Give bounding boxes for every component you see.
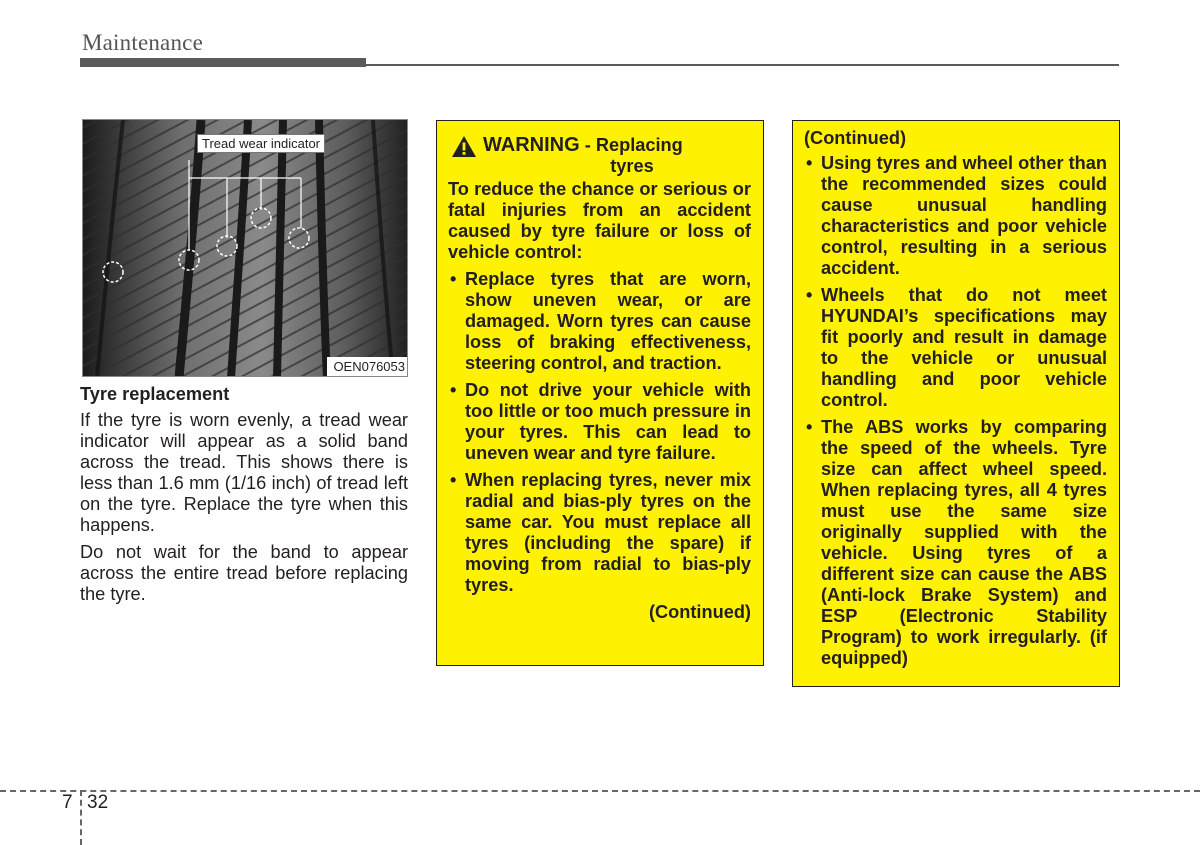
warning-bullet-list [448,269,751,596]
warning-bullet: • When replacing tyres, never mix radial and bias-ply tyres on the same car. You must replace all tyres (including the spare) if moving from radial to bias-ply tyres. [448,470,751,596]
body-paragraph: If the tyre is worn evenly, a tread wear indicator will appear as a solid band across the tread. This shows there is less than 1.6 mm (1/16 inch) of tread left on the tyre. Replace the tyre when this happens. [80,410,408,535]
warning-bullet: • The ABS works by comparing the speed of the wheels. Tyre size can affect wheel speed. When replacing tyres, all 4 tyres must use the same size originally supplied with the vehicle. Using tyres of a different size can cause the ABS (Anti-lock Brake System) and ESP (Electronic Stability Program) to work irregularly. (if equipped) [804,417,1107,669]
continued-label: (Continued) [648,602,751,622]
header-bar [80,58,366,67]
tyre-replacement-heading: Tyre replacement [80,384,230,404]
warning-bullet: • Do not drive your vehicle with too little or too much pressure in your tyres. This can lead to uneven wear and tyre failure. [448,380,751,464]
warning-title-line2: tyres [610,156,654,176]
warning-bullet: • Using tyres and wheel other than the recommended sizes could cause unusual handling characteristics and poor vehicle control, resulting in a serious accident. [804,153,1107,279]
warning-bullet-list [804,153,1107,669]
tire-tread-illustration [83,120,408,377]
warning-bullet: • Replace tyres that are worn, show uneven wear, or are damaged. Worn tyres can cause loss of braking effectiveness, steering control, and traction. [448,269,751,374]
tread-wear-callout-label: Tread wear indicator [197,134,325,153]
warning-triangle-icon [451,135,477,158]
warning-word: WARNING [483,134,580,156]
page-number: 32 [87,792,109,813]
tyre-replacement-section [80,384,408,611]
warning-bullet: • Wheels that do not meet HYUNDAI’s specifications may fit poorly and result in damage to the vehicle or unusual handling and poor vehicle control. [804,285,1107,411]
continued-label: (Continued) [804,128,907,148]
tread-wear-figure [82,119,408,377]
warning-intro: To reduce the chance or serious or fatal injuries from an accident caused by tyre failure or loss of vehicle control: [448,179,751,262]
warning-box-continued [792,120,1120,687]
section-title: Maintenance [82,30,203,55]
chapter-number: 7 [62,792,73,813]
header-rule [366,64,1119,66]
footer-dashed-rule [0,790,1200,792]
warning-heading [448,135,751,177]
warning-box-replacing-tyres [436,120,764,666]
warning-title-rest: - Replacing [584,135,683,155]
footer-vertical-dashed-rule [80,790,82,845]
body-paragraph: Do not wait for the band to appear across the entire tread before replacing the tyre. [80,542,408,604]
figure-code: OEN076053 [327,357,407,376]
